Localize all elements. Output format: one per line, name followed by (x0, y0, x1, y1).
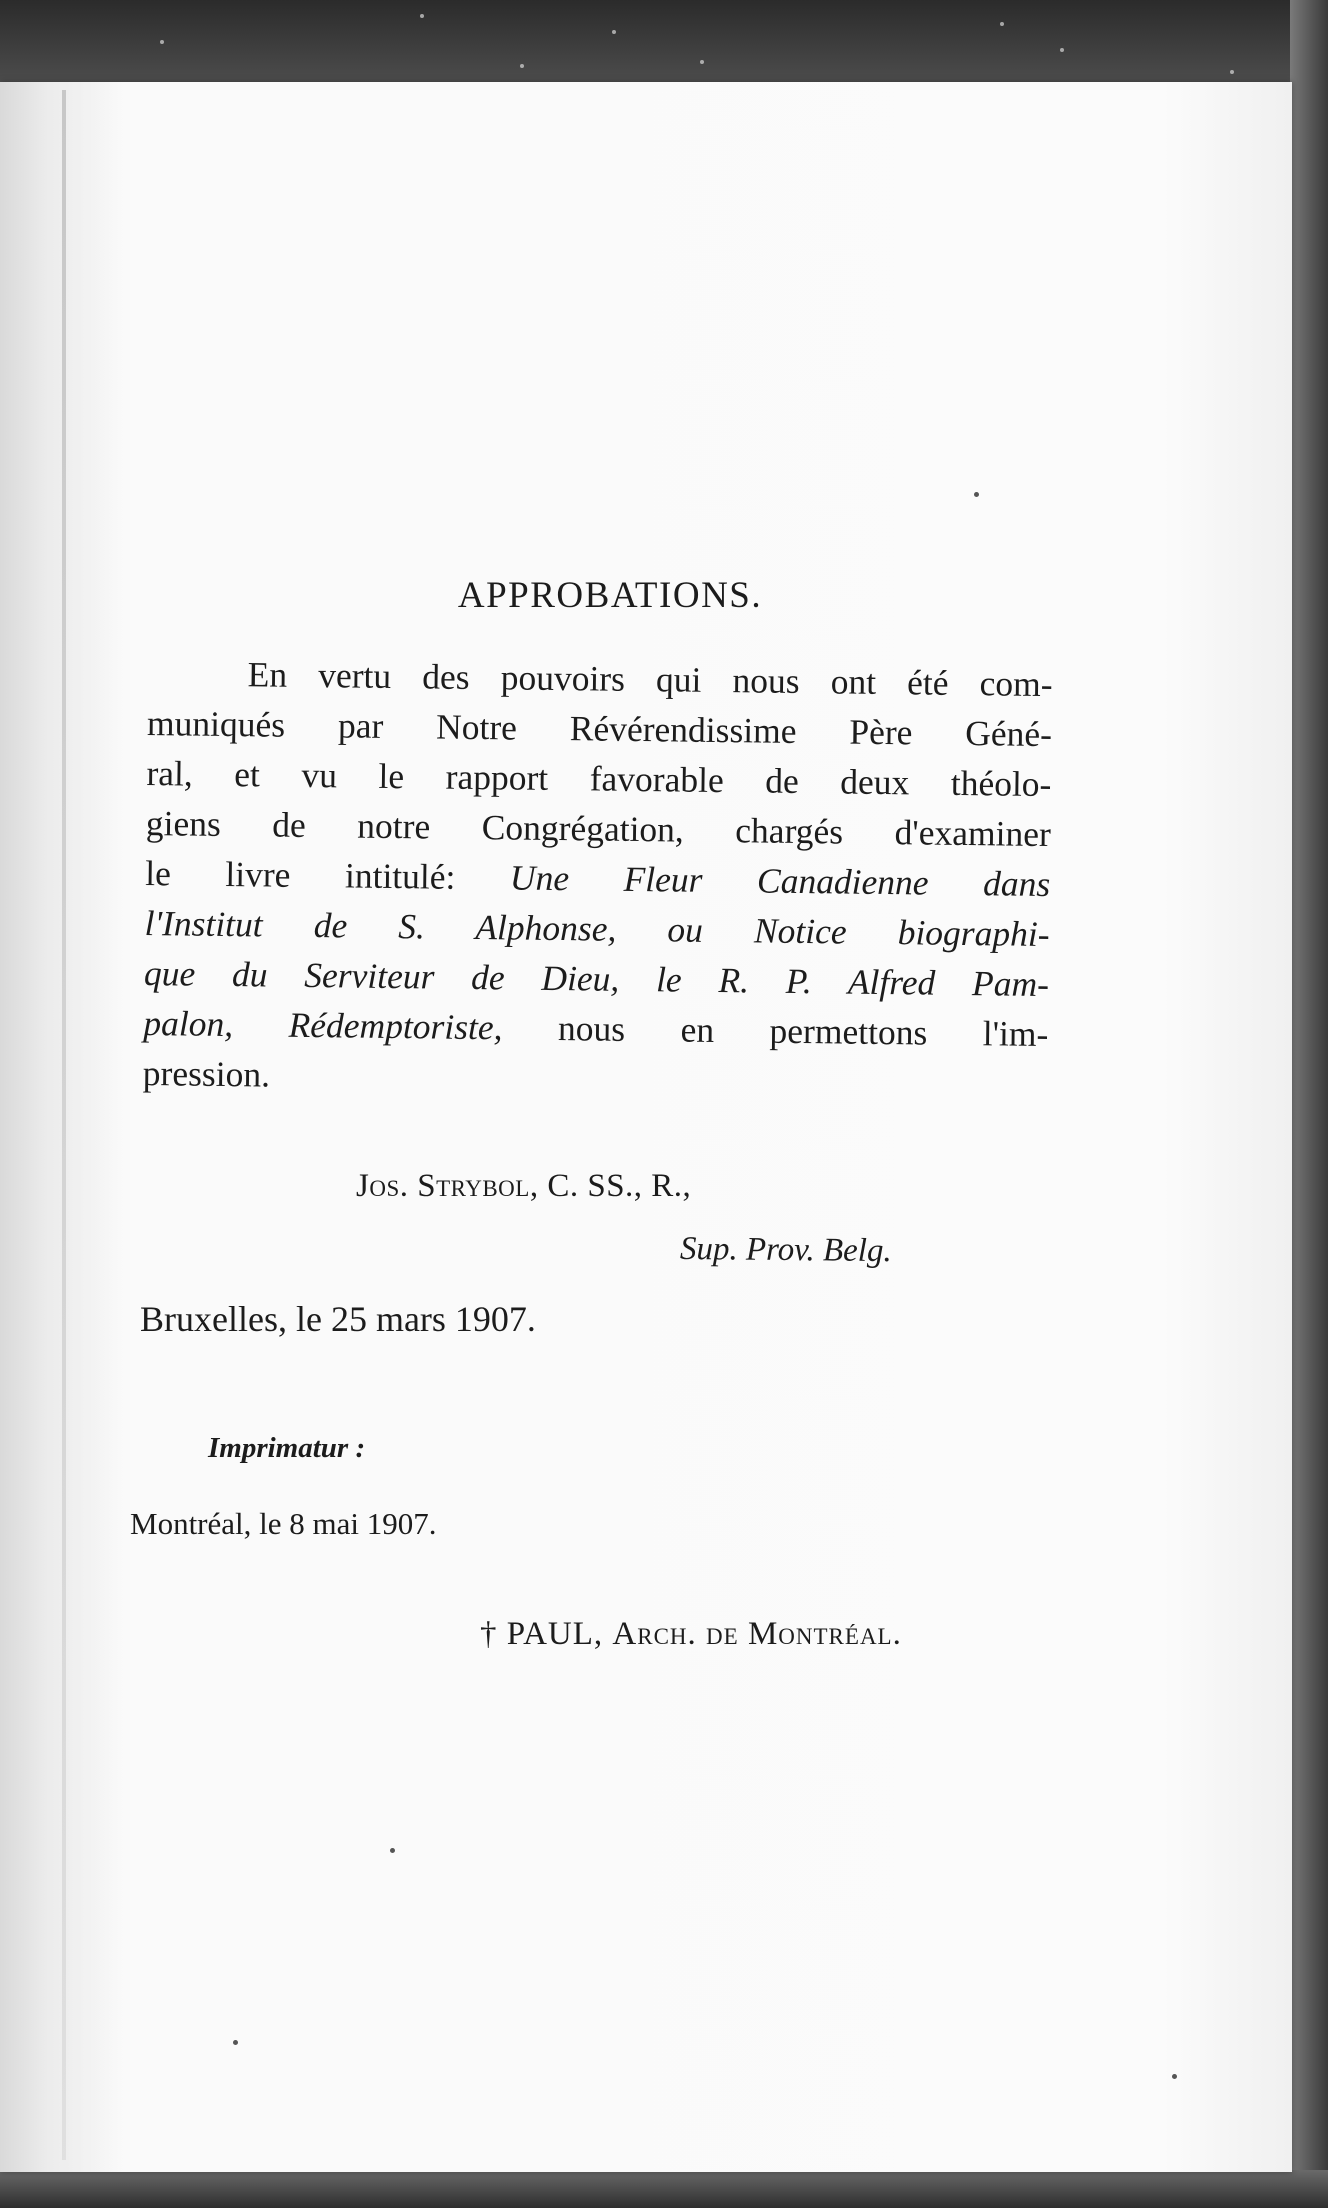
scan-speck (420, 14, 424, 18)
cross-symbol: † (480, 1616, 507, 1652)
signature-strybol (356, 1168, 691, 1205)
page-blemish (1172, 2074, 1177, 2079)
page-spine-line (62, 90, 66, 2160)
page-sheet (0, 82, 1292, 2172)
text-run: nous en permettons l'im- (502, 1007, 1049, 1055)
signatory-name: Jos. Strybol (356, 1168, 530, 1204)
text-run: pression. (142, 1052, 271, 1095)
scan-speck (1230, 70, 1234, 74)
text-run: En vertu des pouvoirs qui nous ont été com- (247, 654, 1053, 705)
scan-speck (1000, 22, 1004, 26)
text-run: giens de notre Congrégation, chargés d'examiner (145, 802, 1052, 855)
page-heading: APPROBATIONS. (457, 575, 763, 616)
text-run: le livre intitulé: (145, 852, 511, 898)
book-title-run: l'Institut de S. Alphonse, ou Notice biographi- (144, 902, 1050, 955)
page-blemish (233, 2040, 238, 2045)
imprimatur-label: Imprimatur : (208, 1432, 366, 1464)
book-title-run: que du Serviteur de Dieu, le R. P. Alfred Pam- (143, 952, 1050, 1005)
page-blemish (974, 492, 979, 497)
signatory-title: Sup. Prov. Belg. (679, 1230, 892, 1270)
scan-speck (700, 60, 704, 64)
archbishop-name: PAUL, (506, 1616, 604, 1652)
scan-bottom-border (0, 2170, 1328, 2208)
scan-speck (1060, 48, 1064, 52)
page-gutter-shadow (0, 82, 120, 2172)
text-run: ral, et vu le rapport favorable de deux théolo- (146, 752, 1052, 805)
book-title-run: palon, Rédemptoriste, (143, 1002, 503, 1048)
approbation-paragraph (143, 648, 1053, 1109)
date-bruxelles: Bruxelles, le 25 mars 1907. (140, 1299, 536, 1339)
scan-speck (520, 64, 524, 68)
date-montreal: Montréal, le 8 mai 1907. (130, 1506, 437, 1541)
book-title-run: Une Fleur Canadienne dans (509, 857, 1051, 905)
scan-right-border (1290, 0, 1328, 2208)
signature-archbishop (480, 1616, 902, 1653)
page-blemish (390, 1848, 395, 1853)
scan-speck (160, 40, 164, 44)
signatory-name-rest: , C. SS., R., (529, 1168, 692, 1204)
scan-speck (612, 30, 616, 34)
archbishop-title: Arch. de Montréal. (612, 1616, 902, 1652)
text-run: muniqués par Notre Révérendissime Père Géné- (146, 702, 1053, 755)
